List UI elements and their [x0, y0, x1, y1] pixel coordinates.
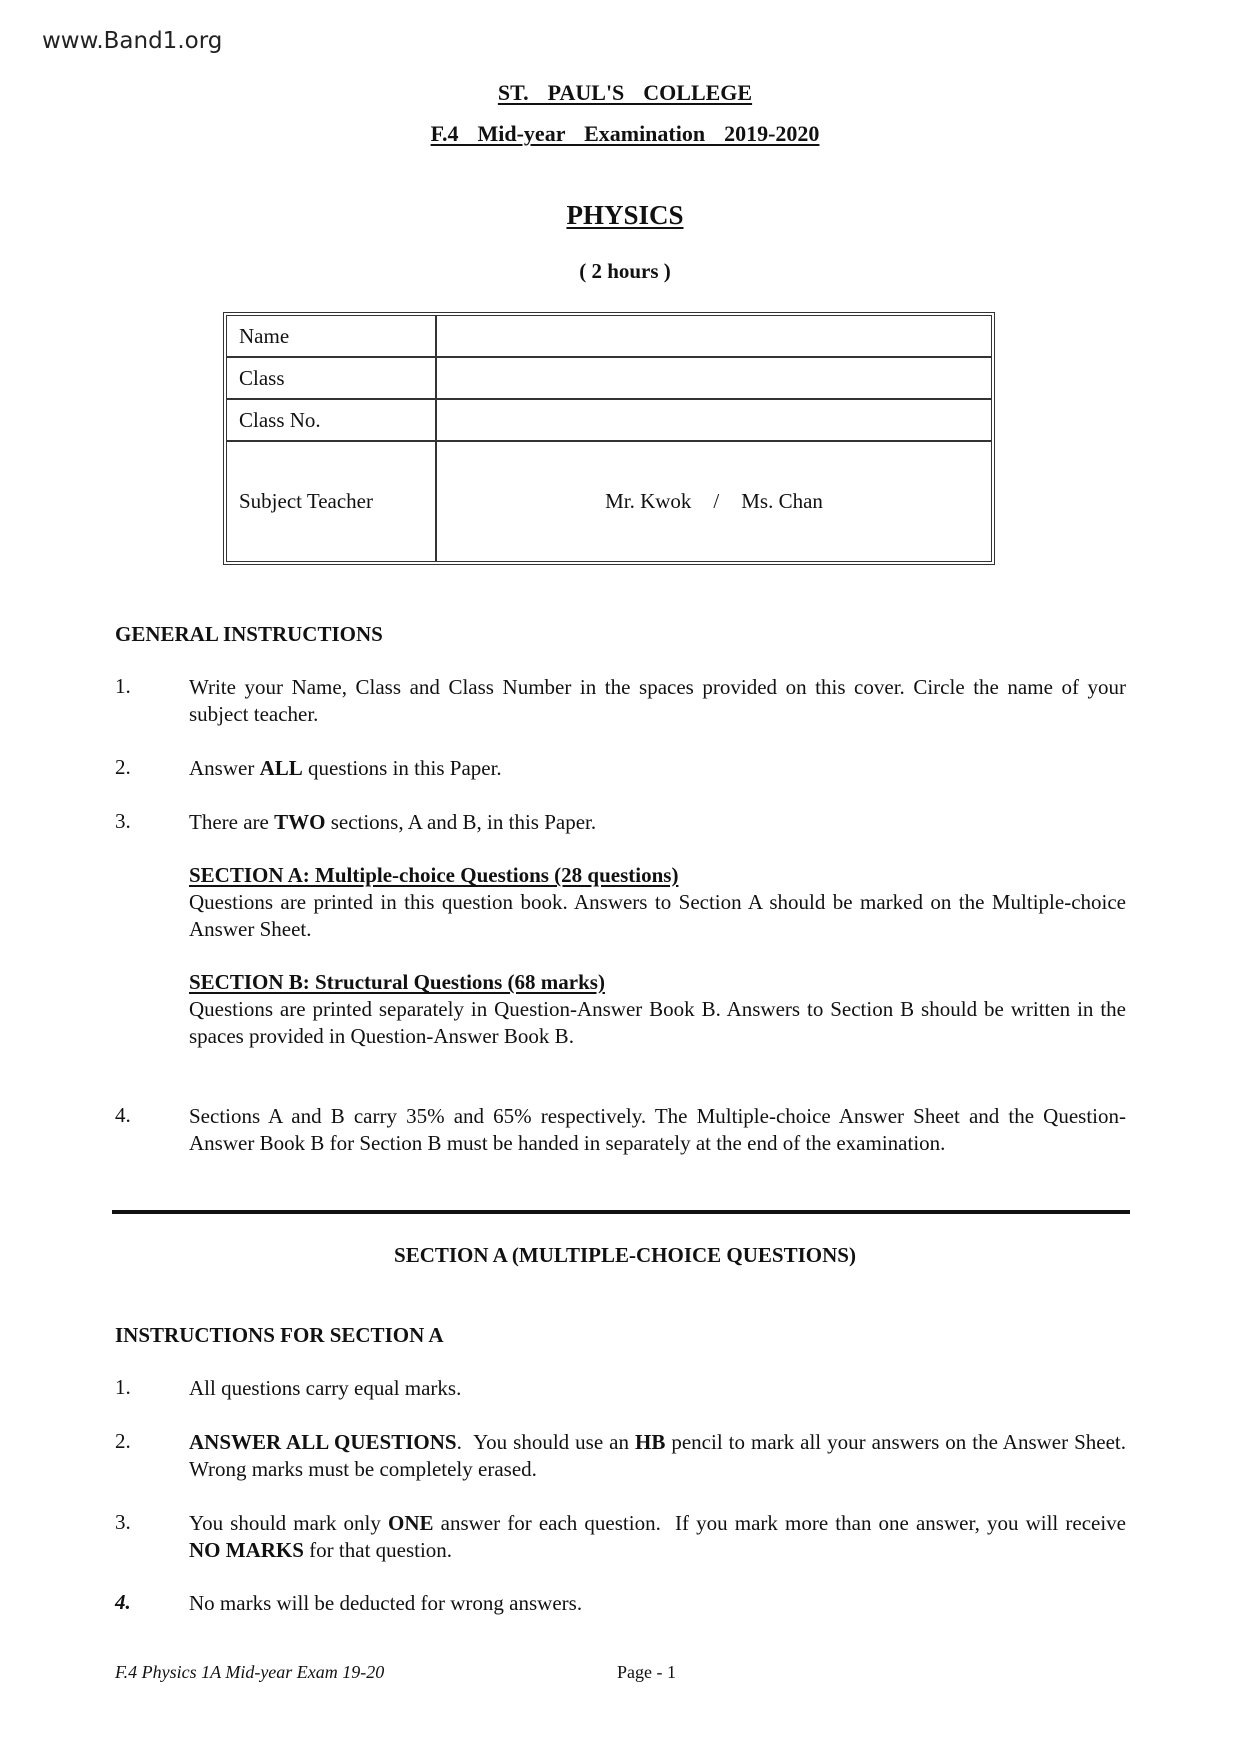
section-a-summary-title: SECTION A: Multiple-choice Questions (28 questions): [189, 863, 679, 887]
name-row: [227, 316, 991, 358]
exam-title: [0, 121, 1240, 147]
subject-name: PHYSICS: [566, 200, 684, 230]
section-a-summary: [189, 862, 1126, 943]
teacher-option-chan[interactable]: Ms. Chan: [741, 489, 823, 513]
school-name: ST. PAUL'S COLLEGE: [497, 80, 753, 105]
section-b-summary-title: SECTION B: Structural Questions (68 marks): [189, 970, 605, 994]
school-title: [0, 80, 1240, 106]
page-number: Page - 1: [617, 1662, 676, 1682]
class-label: Class: [227, 358, 437, 398]
exam-name: F.4 Mid-year Examination 2019-2020: [430, 121, 820, 146]
subject-title: [0, 200, 1240, 231]
student-info-table: [223, 312, 995, 565]
gi-item-2-text: Answer ALL questions in this Paper.: [189, 756, 502, 780]
section-divider: [112, 1210, 1130, 1214]
footer-exam-label: F.4 Physics 1A Mid-year Exam 19-20: [115, 1662, 385, 1682]
sa-item-2-text: ANSWER ALL QUESTIONS. You should use an HB pencil to mark all your answers on the Answer Sheet. Wrong marks must be completely erased.: [189, 1430, 1137, 1481]
gi-item-4-num: 4.: [115, 1103, 131, 1127]
duration: ( 2 hours ): [579, 259, 671, 283]
gi-item-1-text: Write your Name, Class and Class Number in the spaces provided on this cover. Circle the name of your subject teacher.: [189, 675, 1126, 726]
class-row: [227, 358, 991, 400]
sa-item-2-num: 2.: [115, 1429, 131, 1453]
class-no-label: Class No.: [227, 400, 437, 440]
section-b-summary: [189, 969, 1126, 1050]
section-a-title: SECTION A (MULTIPLE-CHOICE QUESTIONS): [394, 1243, 856, 1267]
class-no-row: [227, 400, 991, 442]
sa-item-1-text: All questions carry equal marks.: [189, 1376, 462, 1400]
sa-item-3-text: You should mark only ONE answer for each question. If you mark more than one answer, you will receive NO MARKS for that question.: [189, 1511, 1132, 1562]
class-field[interactable]: [437, 358, 991, 398]
class-no-field[interactable]: [437, 400, 991, 440]
teacher-choices: [437, 442, 991, 561]
gi-item-3-num: 3.: [115, 809, 131, 833]
teacher-label: Subject Teacher: [227, 442, 437, 561]
sa-item-4-num: 4.: [115, 1590, 131, 1614]
name-field[interactable]: [437, 316, 991, 356]
watermark: www.Band1.org: [42, 28, 223, 54]
teacher-separator: /: [713, 489, 720, 513]
sa-item-4-text: No marks will be deducted for wrong answers.: [189, 1591, 583, 1615]
sa-item-1-num: 1.: [115, 1375, 131, 1399]
sa-item-3-num: 3.: [115, 1510, 131, 1534]
section-a-instructions-heading: INSTRUCTIONS FOR SECTION A: [115, 1323, 444, 1347]
general-instructions-heading: GENERAL INSTRUCTIONS: [115, 622, 383, 646]
teacher-option-kwok[interactable]: Mr. Kwok: [605, 489, 692, 513]
section-b-summary-text: Questions are printed separately in Question-Answer Book B. Answers to Section B should be written in the spaces provided in Question-Answer Book B.: [189, 997, 1126, 1048]
gi-item-2-num: 2.: [115, 755, 131, 779]
name-label: Name: [227, 316, 437, 356]
gi-item-3-text: There are TWO sections, A and B, in this Paper.: [189, 810, 597, 834]
gi-item-1-num: 1.: [115, 674, 131, 698]
gi-item-4-text: Sections A and B carry 35% and 65% respectively. The Multiple-choice Answer Sheet and the Question-Answer Book B for Section B must be handed in separately at the end of the examination.: [189, 1104, 1126, 1155]
teacher-row: [227, 442, 991, 561]
section-a-summary-text: Questions are printed in this question book. Answers to Section A should be marked on the Multiple-choice Answer Sheet.: [189, 890, 1126, 941]
